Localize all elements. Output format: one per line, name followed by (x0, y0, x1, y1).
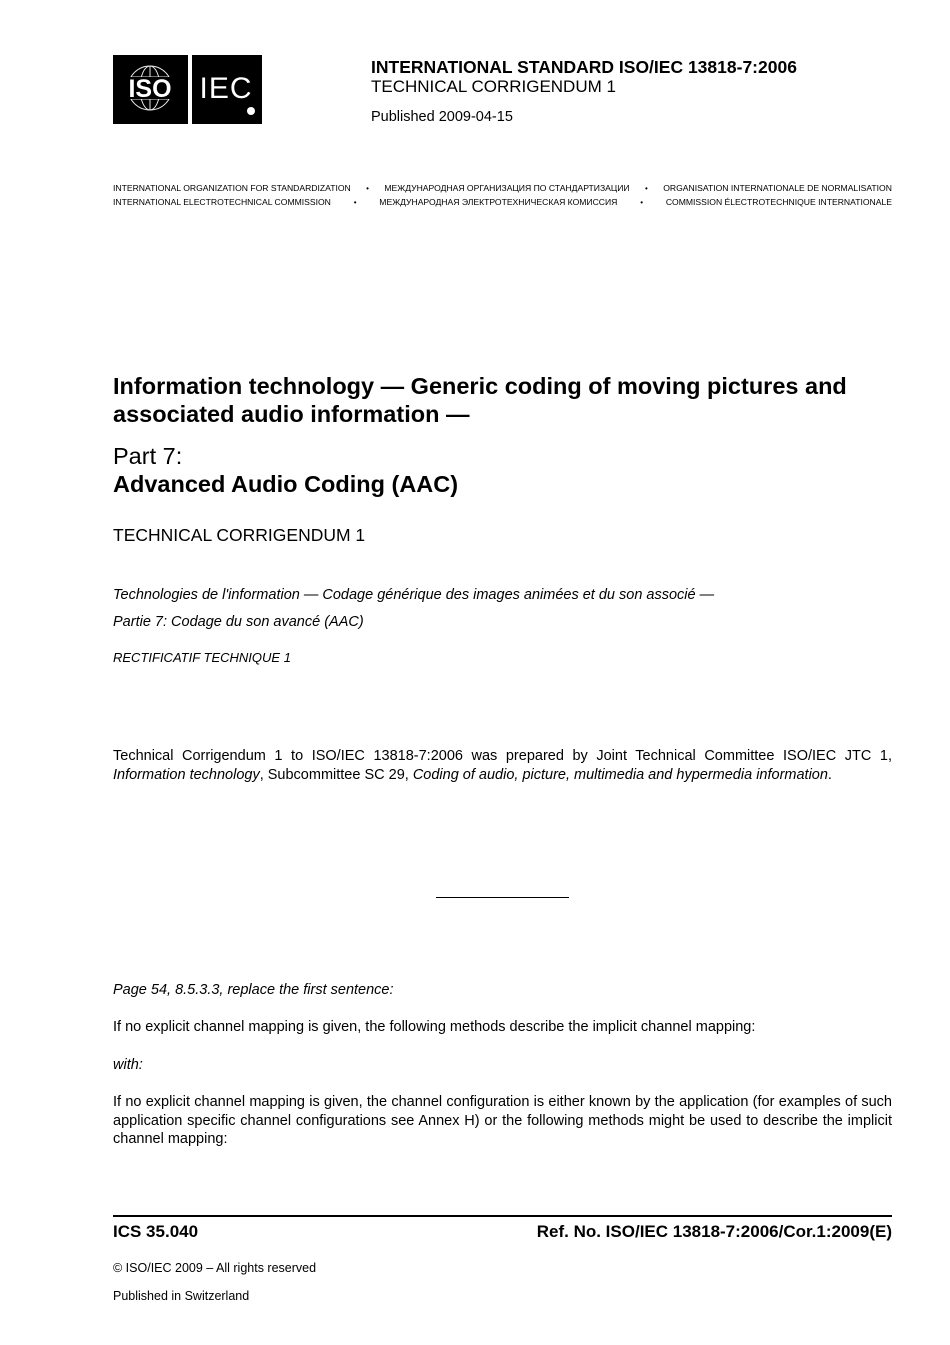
intro-text-1: Technical Corrigendum 1 to ISO/IEC 13818-7:2006 was prepared by Joint Technical Committee ISO/IEC JTC 1, (113, 748, 892, 764)
org-iec-ru: МЕЖДУНАРОДНАЯ ЭЛЕКТРОТЕХНИЧЕСКАЯ КОМИССИЯ (379, 197, 618, 207)
original-sentence: If no explicit channel mapping is given, the following methods describe the implicit channel mapping: (113, 1019, 756, 1035)
published-in: Published in Switzerland (113, 1289, 250, 1303)
document-main-title: Information technology — Generic coding of moving pictures and associated audio information — (113, 373, 847, 427)
iso-iec-logo (113, 55, 262, 124)
technical-corrigendum-label: TECHNICAL CORRIGENDUM 1 (113, 525, 366, 545)
published-date: Published 2009-04-15 (371, 109, 513, 125)
org-iso-fr: ORGANISATION INTERNATIONALE DE NORMALISATION (663, 183, 892, 193)
instruction-text: Page 54, 8.5.3.3, replace the first sentence: (113, 982, 394, 998)
standard-title: INTERNATIONAL STANDARD ISO/IEC 13818-7:2006 (371, 57, 797, 77)
french-part-title: Partie 7: Codage du son avancé (AAC) (113, 614, 364, 630)
french-title: Technologies de l'information — Codage générique des images animées et du son associé — (113, 587, 715, 603)
part-label: Part 7: (113, 443, 183, 469)
iec-logo-text: IEC (199, 72, 253, 105)
corrigendum-subtitle: TECHNICAL CORRIGENDUM 1 (371, 77, 616, 96)
org-separator: • (645, 183, 648, 193)
iso-logo-text: ISO (128, 75, 172, 103)
org-iec-fr: COMMISSION ÉLECTROTECHNIQUE INTERNATIONALE (665, 197, 892, 207)
footer-rule (113, 1215, 892, 1217)
ics-code: ICS 35.040 (113, 1222, 199, 1241)
org-iso-ru: МЕЖДУНАРОДНАЯ ОРГАНИЗАЦИЯ ПО СТАНДАРТИЗАЦИИ (384, 183, 630, 193)
org-separator: • (366, 183, 369, 193)
org-iso-en: INTERNATIONAL ORGANIZATION FOR STANDARDIZATION (113, 183, 351, 193)
org-separator: • (640, 197, 644, 207)
part-title: Advanced Audio Coding (AAC) (113, 471, 459, 497)
organizations-line-2 (113, 197, 892, 207)
intro-text-2: , Subcommittee SC 29, (259, 766, 413, 783)
intro-italic-1: Information technology (113, 766, 260, 783)
intro-paragraph (113, 747, 892, 784)
intro-italic-2: Coding of audio, picture, multimedia and hypermedia information (412, 766, 828, 783)
section-divider (436, 897, 569, 898)
replacement-paragraph: If no explicit channel mapping is given, the channel configuration is either known by the application (for examples of such application specific channel configurations see Annex H) or the following methods might be used to describe the implicit channel mapping: (113, 1094, 892, 1147)
org-separator: • (353, 197, 357, 207)
organizations-line-1 (113, 183, 892, 193)
reference-number: Ref. No. ISO/IEC 13818-7:2006/Cor.1:2009(E) (536, 1222, 892, 1241)
with-label: with: (113, 1057, 143, 1073)
intro-text-3: . (827, 766, 832, 783)
copyright-notice: © ISO/IEC 2009 – All rights reserved (113, 1261, 317, 1275)
org-iec-en: INTERNATIONAL ELECTROTECHNICAL COMMISSION (113, 197, 331, 207)
french-corrigendum: RECTIFICATIF TECHNIQUE 1 (113, 650, 291, 665)
